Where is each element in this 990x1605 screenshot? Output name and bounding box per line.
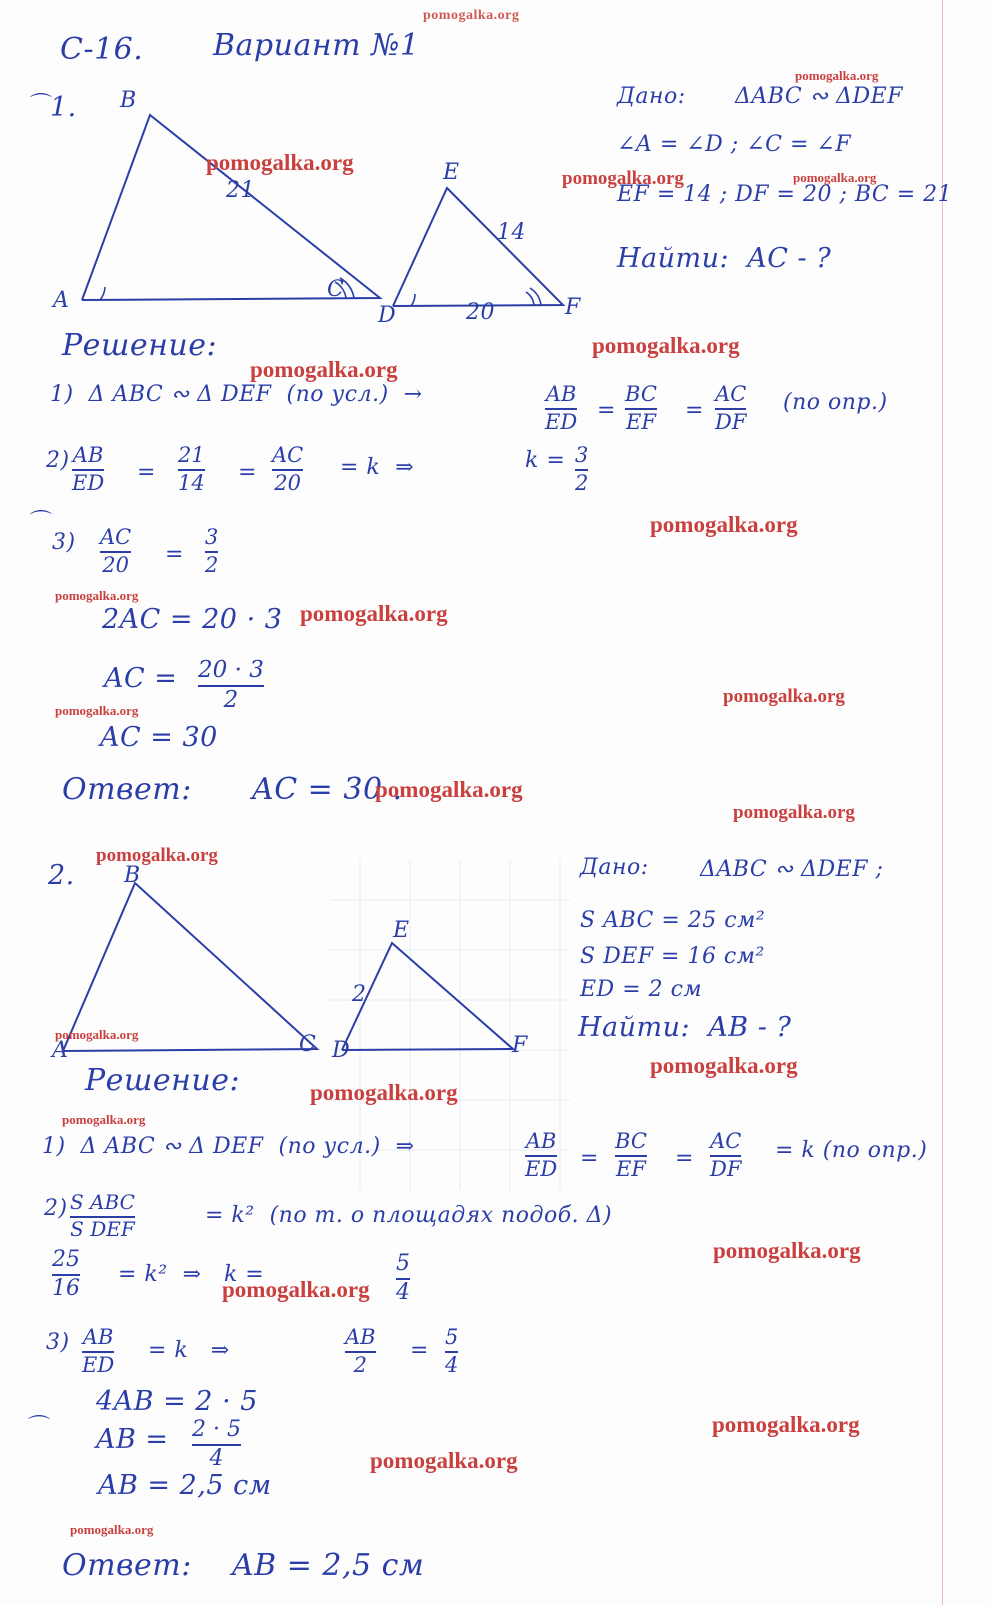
p2-step1-frac-ac-df: AC DF bbox=[710, 1129, 742, 1182]
header-variant: Вариант №1 bbox=[213, 28, 420, 63]
given-title-2: Дано: bbox=[580, 855, 649, 880]
p2-step2-eq: = k² ⇒ k = bbox=[118, 1262, 265, 1287]
watermark-8: pomogalka.org bbox=[55, 588, 139, 603]
watermark-1: pomogalka.org bbox=[795, 68, 879, 83]
watermark-7: pomogalka.org bbox=[650, 512, 798, 537]
p2-step3-frac-5-4: 5 4 bbox=[445, 1325, 459, 1378]
solution-title-2: Решение: bbox=[85, 1063, 241, 1098]
problem2-number: 2. bbox=[48, 860, 75, 891]
p1-step1-frac-bc-ef: BC EF bbox=[625, 382, 657, 435]
p1-step3-label: 3) bbox=[52, 530, 76, 555]
label-b-2: B bbox=[124, 863, 141, 888]
label-a-1: A bbox=[53, 288, 70, 313]
p1-step3-line2: 2AC = 20 · 3 bbox=[102, 604, 283, 635]
given-line-1-1: ∠A = ∠D ; ∠C = ∠F bbox=[617, 132, 852, 157]
p2-step1-tail: = k (по опр.) bbox=[775, 1138, 928, 1163]
p2-step3-frac-ab-2: AB 2 bbox=[345, 1325, 376, 1378]
p1-step2-k-pre: k = bbox=[525, 448, 566, 473]
given-line-2-0: ΔABC ∾ ΔDEF ; bbox=[700, 857, 884, 882]
p2-step3-frac-ab-ed: AB ED bbox=[82, 1325, 115, 1378]
p1-step1-frac-ab-ed: AB ED bbox=[545, 382, 578, 435]
given-line-1-2: EF = 14 ; DF = 20 ; BC = 21 bbox=[617, 182, 953, 207]
label-c-2: C bbox=[299, 1032, 317, 1057]
p1-step3-frac-20-3-2: 20 · 3 2 bbox=[198, 657, 264, 714]
p2-step1-frac-ab-ed: AB ED bbox=[525, 1129, 558, 1182]
p2-step3-label: 3) bbox=[46, 1330, 70, 1355]
given-title-1: Дано: bbox=[617, 84, 686, 109]
label-a-2: A bbox=[52, 1038, 69, 1063]
p1-step3-frac-3-2: 3 2 bbox=[205, 525, 219, 578]
solution-title-1: Решение: bbox=[62, 328, 218, 363]
triangle-abc-figure-1 bbox=[60, 95, 360, 315]
watermark-14: pomogalka.org bbox=[96, 845, 218, 866]
p1-step2-frac-k: 3 2 bbox=[575, 443, 589, 496]
p1-step1-eq1: = bbox=[597, 398, 616, 423]
p2-step2-frac-k-5-4: 5 4 bbox=[396, 1251, 410, 1306]
p1-step3-marker: ⌒ bbox=[30, 510, 53, 535]
p2-step1-eq2: = bbox=[675, 1146, 694, 1171]
p1-step1-eq2: = bbox=[685, 398, 704, 423]
label-d-2: D bbox=[332, 1038, 351, 1063]
given-line-1-0: ΔABC ∾ ΔDEF bbox=[735, 84, 903, 109]
watermark-16: pomogalka.org bbox=[650, 1053, 798, 1078]
problem1-number: 1. bbox=[50, 92, 77, 123]
label-e-2: E bbox=[393, 918, 410, 943]
p1-step2-eq1: = bbox=[137, 460, 156, 485]
watermark-19: pomogalka.org bbox=[713, 1238, 861, 1263]
watermark-22: pomogalka.org bbox=[370, 1448, 518, 1473]
watermark-2: pomogalka.org bbox=[206, 150, 354, 175]
side-label-2: 2 bbox=[352, 982, 367, 1007]
watermark-3: pomogalka.org bbox=[562, 168, 684, 189]
p2-step3-line4: AB = 2,5 см bbox=[98, 1470, 272, 1501]
label-e-1: E bbox=[443, 160, 460, 185]
p2-step2-tail: = k² (по т. о площадях подоб. Δ) bbox=[205, 1203, 613, 1228]
p2-step2-frac-areas: S ABC S DEF bbox=[70, 1190, 135, 1241]
find-line-2: Найти: AB - ? bbox=[578, 1012, 792, 1043]
p2-step1-eq1: = bbox=[580, 1146, 599, 1171]
watermark-13: pomogalka.org bbox=[733, 802, 855, 823]
given-line-2-1: S ABC = 25 см² bbox=[580, 908, 766, 933]
problem1-marker: ⌒ bbox=[30, 93, 53, 118]
side-label-21: 21 bbox=[226, 178, 255, 203]
p1-step3-line4: AC = 30 bbox=[100, 722, 218, 753]
watermark-12: pomogalka.org bbox=[375, 777, 523, 802]
triangle-def-figure-1 bbox=[385, 170, 595, 315]
p2-step2-frac-25-16: 25 16 bbox=[52, 1247, 80, 1302]
watermark-11: pomogalka.org bbox=[55, 703, 139, 718]
margin-line bbox=[942, 0, 943, 1605]
watermark-18: pomogalka.org bbox=[62, 1112, 146, 1127]
watermark-10: pomogalka.org bbox=[723, 686, 845, 707]
p2-step1-frac-bc-ef: BC EF bbox=[615, 1129, 647, 1182]
p1-step2-label: 2) bbox=[46, 448, 70, 473]
watermark-6: pomogalka.org bbox=[592, 333, 740, 358]
watermark-20: pomogalka.org bbox=[222, 1277, 370, 1302]
label-f-1: F bbox=[565, 295, 581, 320]
p2-step1-text: 1) Δ ABC ∾ Δ DEF (по усл.) ⇒ bbox=[42, 1134, 415, 1159]
p1-step2-frac-21-14: 21 14 bbox=[178, 443, 205, 496]
watermark-5: pomogalka.org bbox=[250, 357, 398, 382]
label-c-1: C bbox=[327, 277, 345, 302]
answer-1: Ответ: AC = 30 . bbox=[62, 772, 403, 807]
given-line-2-2: S DEF = 16 см² bbox=[580, 944, 765, 969]
side-label-20: 20 bbox=[466, 300, 495, 325]
watermark-0: pomogalka.org bbox=[423, 8, 520, 23]
p1-step2-frac-ac-20: AC 20 bbox=[272, 443, 304, 496]
p1-step1-frac-ac-df: AC DF bbox=[715, 382, 747, 435]
watermark-23: pomogalka.org bbox=[70, 1522, 154, 1537]
find-line-1: Найти: AC - ? bbox=[617, 243, 832, 274]
watermark-9: pomogalka.org bbox=[300, 601, 448, 626]
p1-step1-text: 1) Δ ABC ∾ Δ DEF (по усл.) → bbox=[50, 382, 423, 407]
answer-2: Ответ: AB = 2,5 см bbox=[62, 1548, 425, 1583]
watermark-17: pomogalka.org bbox=[310, 1080, 458, 1105]
p2-step3-marker: ⌒ bbox=[28, 1415, 51, 1440]
label-d-1: D bbox=[378, 303, 397, 328]
given-line-2-3: ED = 2 см bbox=[580, 977, 703, 1002]
watermark-21: pomogalka.org bbox=[712, 1412, 860, 1437]
p2-step3-frac-2-5-4: 2 · 5 4 bbox=[192, 1417, 241, 1472]
p2-step2-label: 2) bbox=[44, 1196, 68, 1221]
label-f-2: F bbox=[512, 1033, 528, 1058]
p2-step3-eq2: = bbox=[410, 1338, 429, 1363]
p1-step2-eq3: = k ⇒ bbox=[340, 455, 415, 480]
p2-step3-eq1: = k ⇒ bbox=[148, 1338, 230, 1363]
watermark-4: pomogalka.org bbox=[793, 170, 877, 185]
label-b-1: B bbox=[120, 88, 137, 113]
header-code: C-16. bbox=[60, 32, 144, 67]
p1-step2-frac-ab-ed: AB ED bbox=[72, 443, 105, 496]
p1-step3-eq1: = bbox=[165, 542, 184, 567]
p1-step3-line3-pre: AC = bbox=[104, 663, 178, 694]
p1-step1-tail: (по опр.) bbox=[783, 390, 888, 415]
p1-step2-eq2: = bbox=[238, 460, 257, 485]
p2-step3-line2: 4AB = 2 · 5 bbox=[96, 1386, 258, 1417]
side-label-14: 14 bbox=[497, 220, 526, 245]
watermark-15: pomogalka.org bbox=[55, 1027, 139, 1042]
p2-step3-line3-pre: AB = bbox=[96, 1424, 169, 1455]
p1-step3-frac-ac-20: AC 20 bbox=[100, 525, 132, 578]
